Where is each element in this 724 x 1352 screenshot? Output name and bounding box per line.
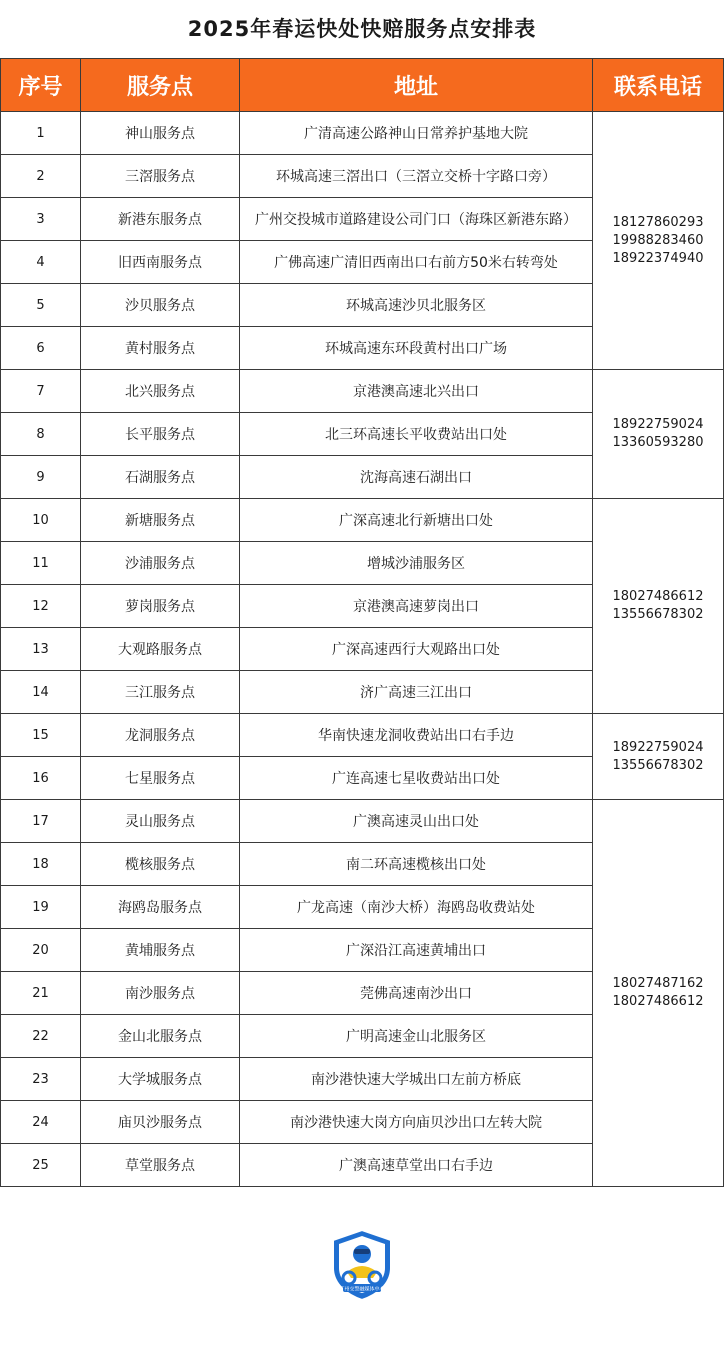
police-motorcycle-badge-icon xyxy=(327,1228,397,1302)
service-point-name: 黄村服务点 xyxy=(81,327,240,370)
row-index: 5 xyxy=(1,284,81,327)
service-point-name: 新塘服务点 xyxy=(81,499,240,542)
row-index: 23 xyxy=(1,1058,81,1101)
row-index: 1 xyxy=(1,112,81,155)
row-index: 15 xyxy=(1,714,81,757)
service-point-address: 莞佛高速南沙出口 xyxy=(240,972,593,1015)
row-index: 19 xyxy=(1,886,81,929)
table-body xyxy=(1,112,724,1187)
service-point-address: 广澳高速灵山出口处 xyxy=(240,800,593,843)
table-row xyxy=(1,499,724,542)
service-point-address: 广龙高速（南沙大桥）海鸥岛收费站处 xyxy=(240,886,593,929)
contact-phone-group: 18922759024 13360593280 xyxy=(593,370,724,499)
service-point-name: 黄埔服务点 xyxy=(81,929,240,972)
service-point-name: 沙贝服务点 xyxy=(81,284,240,327)
service-point-name: 海鸥岛服务点 xyxy=(81,886,240,929)
service-point-address: 环城高速三滘出口（三滘立交桥十字路口旁） xyxy=(240,155,593,198)
service-point-address: 南二环高速榄核出口处 xyxy=(240,843,593,886)
row-index: 13 xyxy=(1,628,81,671)
service-point-name: 萝岗服务点 xyxy=(81,585,240,628)
service-point-address: 广清高速公路神山日常养护基地大院 xyxy=(240,112,593,155)
row-index: 3 xyxy=(1,198,81,241)
row-index: 9 xyxy=(1,456,81,499)
service-point-name: 三江服务点 xyxy=(81,671,240,714)
header-service-point: 服务点 xyxy=(81,59,240,112)
service-point-name: 金山北服务点 xyxy=(81,1015,240,1058)
service-point-address: 环城高速沙贝北服务区 xyxy=(240,284,593,327)
row-index: 24 xyxy=(1,1101,81,1144)
service-point-name: 南沙服务点 xyxy=(81,972,240,1015)
service-point-address: 济广高速三江出口 xyxy=(240,671,593,714)
row-index: 11 xyxy=(1,542,81,585)
service-point-address: 广州交投城市道路建设公司门口（海珠区新港东路） xyxy=(240,198,593,241)
service-point-name: 庙贝沙服务点 xyxy=(81,1101,240,1144)
service-point-address: 增城沙浦服务区 xyxy=(240,542,593,585)
service-point-address: 广澳高速草堂出口右手边 xyxy=(240,1144,593,1187)
row-index: 16 xyxy=(1,757,81,800)
service-point-name: 榄核服务点 xyxy=(81,843,240,886)
table-row xyxy=(1,714,724,757)
service-point-address: 环城高速东环段黄村出口广场 xyxy=(240,327,593,370)
service-point-name: 三滘服务点 xyxy=(81,155,240,198)
contact-phone-group: 18127860293 19988283460 18922374940 xyxy=(593,112,724,370)
service-point-address: 京港澳高速北兴出口 xyxy=(240,370,593,413)
service-point-address: 京港澳高速萝岗出口 xyxy=(240,585,593,628)
service-point-name: 北兴服务点 xyxy=(81,370,240,413)
row-index: 14 xyxy=(1,671,81,714)
row-index: 4 xyxy=(1,241,81,284)
table-header-row xyxy=(1,59,724,112)
page-title: 2025年春运快处快赔服务点安排表 xyxy=(187,17,537,41)
contact-phone-group: 18027487162 18027486612 xyxy=(593,800,724,1187)
service-point-address: 沈海高速石湖出口 xyxy=(240,456,593,499)
service-point-name: 大学城服务点 xyxy=(81,1058,240,1101)
row-index: 22 xyxy=(1,1015,81,1058)
logo xyxy=(327,1228,397,1302)
service-point-address: 广深沿江高速黄埔出口 xyxy=(240,929,593,972)
service-point-name: 长平服务点 xyxy=(81,413,240,456)
row-index: 21 xyxy=(1,972,81,1015)
service-point-name: 龙洞服务点 xyxy=(81,714,240,757)
service-point-name: 大观路服务点 xyxy=(81,628,240,671)
contact-phone-group: 18027486612 13556678302 xyxy=(593,499,724,714)
service-point-address: 广深高速西行大观路出口处 xyxy=(240,628,593,671)
header-phone: 联系电话 xyxy=(593,59,724,112)
service-point-name: 石湖服务点 xyxy=(81,456,240,499)
row-index: 7 xyxy=(1,370,81,413)
service-point-name: 神山服务点 xyxy=(81,112,240,155)
service-point-name: 七星服务点 xyxy=(81,757,240,800)
row-index: 6 xyxy=(1,327,81,370)
service-point-address: 南沙港快速大岗方向庙贝沙出口左转大院 xyxy=(240,1101,593,1144)
service-point-name: 沙浦服务点 xyxy=(81,542,240,585)
service-point-name: 旧西南服务点 xyxy=(81,241,240,284)
header-address: 地址 xyxy=(240,59,593,112)
service-point-table xyxy=(0,58,724,1187)
row-index: 17 xyxy=(1,800,81,843)
service-point-name: 灵山服务点 xyxy=(81,800,240,843)
row-index: 10 xyxy=(1,499,81,542)
row-index: 8 xyxy=(1,413,81,456)
row-index: 25 xyxy=(1,1144,81,1187)
contact-phone-group: 18922759024 13556678302 xyxy=(593,714,724,800)
service-point-name: 草堂服务点 xyxy=(81,1144,240,1187)
row-index: 12 xyxy=(1,585,81,628)
service-point-address: 广明高速金山北服务区 xyxy=(240,1015,593,1058)
service-point-address: 华南快速龙洞收费站出口右手边 xyxy=(240,714,593,757)
table-row xyxy=(1,112,724,155)
service-point-name: 新港东服务点 xyxy=(81,198,240,241)
row-index: 20 xyxy=(1,929,81,972)
service-point-address: 北三环高速长平收费站出口处 xyxy=(240,413,593,456)
service-point-address: 广深高速北行新塘出口处 xyxy=(240,499,593,542)
row-index: 2 xyxy=(1,155,81,198)
header-index: 序号 xyxy=(1,59,81,112)
logo-text: 广州交警融媒体中心 xyxy=(339,1286,385,1293)
table-row xyxy=(1,370,724,413)
service-point-address: 广连高速七星收费站出口处 xyxy=(240,757,593,800)
table-row xyxy=(1,800,724,843)
service-point-address: 南沙港快速大学城出口左前方桥底 xyxy=(240,1058,593,1101)
service-point-address: 广佛高速广清旧西南出口右前方50米右转弯处 xyxy=(240,241,593,284)
row-index: 18 xyxy=(1,843,81,886)
